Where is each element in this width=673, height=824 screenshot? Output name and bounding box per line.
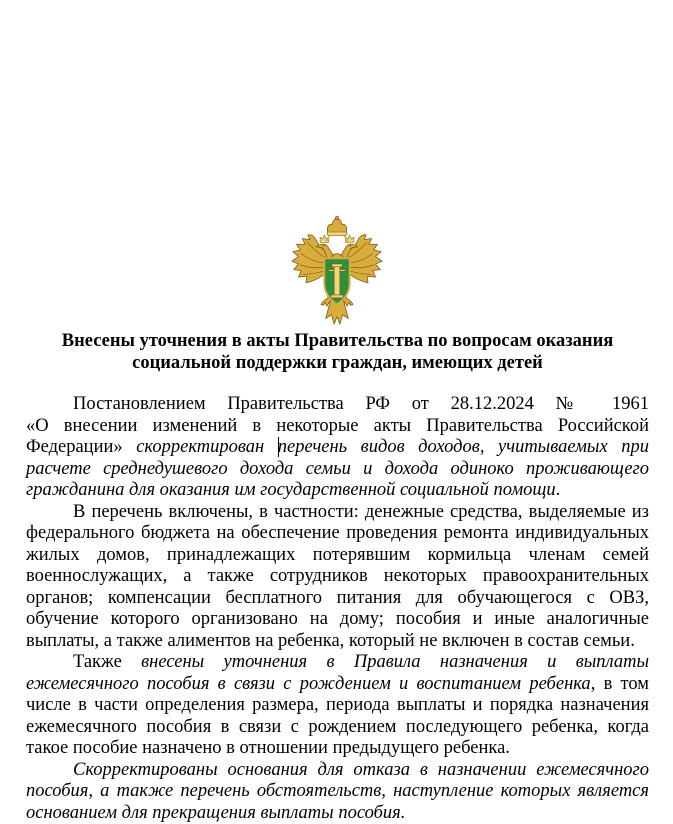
- paragraph-2: В перечень включены, в частности: денежные средства, выделяемые из федерального бюджета на обеспечение проведения ремонта индивидуальных жилых домов, принадлежащих потерявшим кормильца членам семей военнослужащих, а также сотрудников некоторых правоохранительных органов; компенсации бесплатного питания для обучающегося с ОВЗ, обучение которого организовано на дому; пособия и иные аналогичные выплаты, а также алиментов на ребенка, который не включен в состав семьи.: [26, 501, 649, 651]
- paragraph-text: .: [555, 480, 561, 500]
- paragraph-1-first-line: Постановлением Правительства РФ от 28.12.2024 № 1961: [73, 394, 649, 414]
- column-shaft: [334, 267, 340, 295]
- crown-orb: [335, 216, 338, 219]
- document-title: Внесены уточнения в акты Правительства по вопросам оказания социальной поддержки граждан, имеющих детей: [61, 331, 614, 373]
- paragraph-text: «О внесении изменений в некоторые акты Правительства Российской Федерации»: [26, 415, 649, 457]
- column-capital: [332, 264, 342, 267]
- paragraph-1-rest: [26, 416, 649, 502]
- paragraph-1: [26, 394, 649, 502]
- paragraph-4: Скорректированы основания для отказа в назначении ежемесячного пособия, а также перечень обстоятельств, наступление которых является основанием для прекращения выплаты пособия.: [26, 759, 649, 823]
- paragraph-text: , в том числе в части определения размера, периода выплаты и порядка назначения ежемесячного пособия в связи с рождением последующего ребенка, когда такое пособие назначено в отношении предыдущего ребенка.: [26, 673, 649, 758]
- big-crown-band: [327, 232, 347, 235]
- emphasis-text: перечень видов доходов, учитываемых при расчете среднедушевого дохода семьи и дохода одиноко проживающего гражданина для оказания им государственной социальной помощи: [26, 437, 649, 500]
- column-base: [331, 295, 343, 298]
- emblem-graphic: [290, 216, 384, 327]
- big-crown: [327, 219, 346, 233]
- paragraph-text: Также: [73, 652, 142, 672]
- emphasis-text: внесены уточнения в Правила назначения и выплаты ежемесячного пособия в связи с рождением и воспитанием ребенка: [26, 652, 649, 694]
- emphasis-text: скорректирован: [136, 437, 278, 457]
- prosecutor-emblem-icon: [290, 216, 384, 327]
- paragraph-3: [26, 652, 649, 760]
- document-body: [26, 394, 649, 823]
